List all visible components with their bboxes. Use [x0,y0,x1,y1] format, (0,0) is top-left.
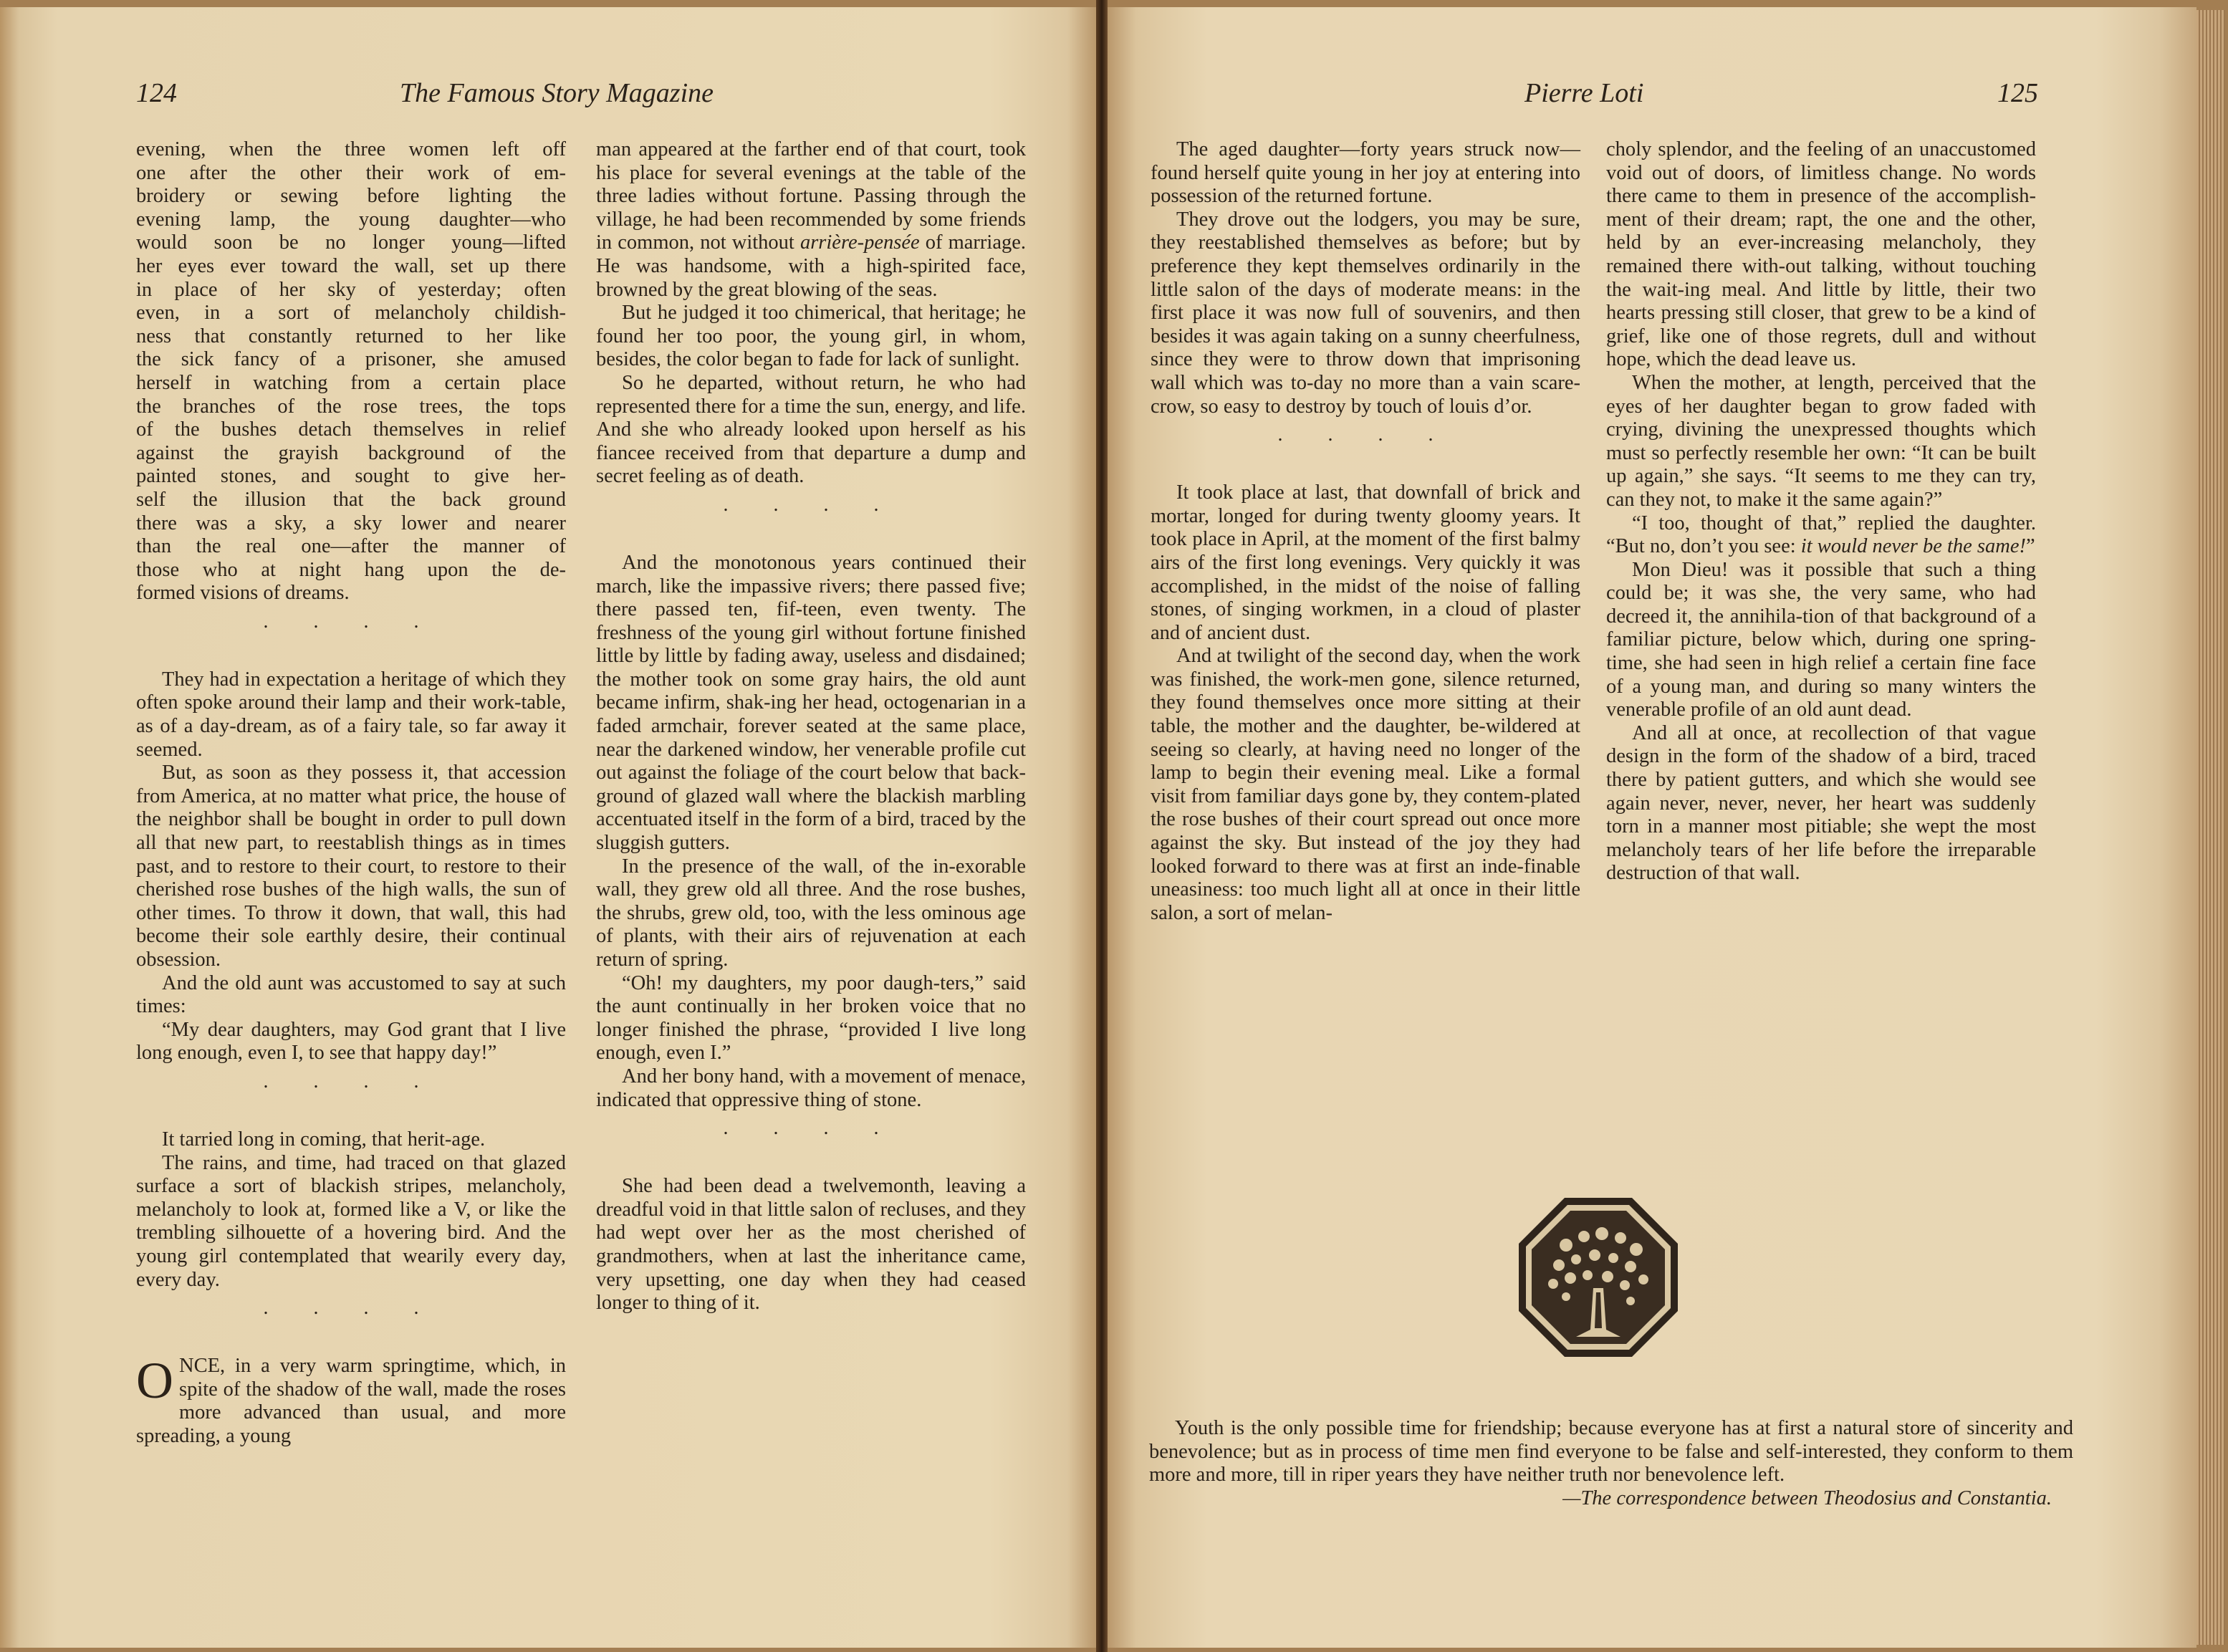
paragraph-continued: choly splendor, and the feeling of an unaccustomed void out of doors, of limitless change. No words there came to them in presence of the accomplish-ment of their dream; rapt, the one and the other, held by an ever-increasing melancholy, they remained there with-out talking, without touching the wait-ing meal. And little by little, their two hearts pressing still closer, that grew to be a kind of grief, like one of those regrets, dull and without hope, which the dead leave us. [1606,138,2036,371]
right-page [1108,7,2196,1648]
octagonal-tree-ornament-icon [1516,1195,1681,1360]
text-line: broidery or sewing before lighting the [136,185,566,208]
paragraph: “Oh! my daughters, my poor daugh-ters,” said the aunt continually in her broken voice that no longer finished the phrase, “provided I live long enough, even I.” [596,971,1026,1065]
paragraph-text: of marriage. He was handsome, with a high-spirited face, browned by the great blowing of the seas. [596,231,1027,301]
text-line: would soon be no longer young—lifted [136,231,566,254]
text-line: the sick fancy of a prisoner, she amused [136,348,566,371]
text-line: herself in watching from a certain place [136,371,566,394]
section-separator: . . . . [263,1070,439,1092]
paragraph-dropcap [136,1352,566,1448]
paragraph: And all at once, at recollection of that vague design in the form of the shadow of a bird, traced there by patient gutters, and which she would see again never, never, never, her heart was suddenly torn in a manner most pitiable; she wept the most melancholy tears of her life before the irreparable destruction of that wall. [1606,721,2036,885]
paragraph: And the monotonous years continued their march, like the impassive rivers; there passed five; there passed ten, fif-teen, even twenty. The freshness of the young girl without fortune finished little by little by fading away, useless and disdained; the mother took on some gray hairs, the old aunt became infirm, shak-ing her head, octogenarian in a faded armchair, forever seated at the same place, near the darkened window, her venerable profile cut out against the foliage of the court below that back-ground of glazed wall where the blackish marbling accentuated itself in the form of a bird, traced by the sluggish gutters. [596,551,1026,855]
right-column-2 [1606,138,2036,885]
text-line: formed visions of dreams. [136,582,350,605]
text-line: against the grayish background of the [136,441,566,464]
text-line: evening lamp, the young daughter—who [136,208,566,231]
paragraph: “My dear daughters, may God grant that I live long enough, even I, to see that happy day!” [136,1018,566,1065]
quote-text: Youth is the only possible time for friendship; because everyone has at first a natural store of sincerity and benevolence; but as in process of time men find everyone to be false and self-interested, they conform to them more and more, till in riper years they have neither truth nor benevolence left. [1149,1417,2073,1487]
left-page [0,7,1096,1648]
paragraph-continued [136,138,566,605]
page-edges [2196,10,2225,1645]
text-line: painted stones, and sought to give her- [136,465,566,488]
text-line: than the real one—after the manner of [136,535,566,558]
text-line: ness that constantly returned to her like [136,325,566,347]
running-title-right: Pierre Loti [1524,78,1644,108]
paragraph: She had been dead a twelvemonth, leaving a dreadful void in that little salon of recluses, and they had wept over her as the most cherished of grandmothers, when at last the inheritance came, very upsetting, one day when they had ceased longer to thing of it. [596,1175,1026,1315]
text-line: the branches of the rose trees, the tops [136,395,566,418]
text-line: self the illusion that the back ground [136,488,566,511]
text-line: those who at night hang upon the de- [136,558,566,581]
paragraph: But he judged it too chimerical, that heritage; he found her too poor, the young girl, in whom, besides, the color began to fade for lack of sunlight. [596,302,1026,371]
epigraph-quote [1149,1417,2073,1510]
left-column-1 [136,138,566,1449]
text-line: there was a sky, a sky lower and nearer [136,512,566,534]
paragraph: It tarried long in coming, that herit-age. [162,1128,486,1151]
small-caps-lead: NCE, [179,1355,226,1378]
paragraph-text: man appeared at the farther end of that court, took his place for several evenings at the table of the three ladies without fortune. Passing through the village, he had been recommended by some friends in common, not without [596,138,1026,254]
text-line: her eyes ever toward the wall, set up there [136,254,566,277]
paragraph-continued [596,138,1026,302]
paragraph-text: in a very warm springtime, which, in spite of the shadow of the wall, made the roses more advanced than usual, and more spreading, a young [136,1355,566,1447]
section-separator: . . . . [723,493,899,516]
section-separator: . . . . [1277,423,1454,446]
italic-phrase: arrière-pensée [800,231,920,254]
text-line: evening, when the three women left off [136,138,566,160]
page-number-left: 124 [136,78,177,108]
paragraph-text: “I too, thought of that,” replied the daughter. “But no, don’t you see: [1606,512,2036,558]
section-separator: . . . . [263,610,439,633]
book-spine [1096,0,1108,1652]
text-line: even, in a sort of melancholy childish- [136,302,566,325]
text-line: in place of her sky of yesterday; often [136,278,566,301]
quote-attribution: —The correspondence between Theodosius and Constantia. [1562,1487,2052,1509]
paragraph: So he departed, without return, he who had represented there for a time the sun, energy, and life. And she who already looked upon herself as his fiancee received from that departure a dump and secret feeling as of death. [596,371,1026,488]
closing-quote: ” [2026,535,2035,558]
paragraph: And the old aunt was accustomed to say at such times: [136,971,566,1018]
left-column-2 [596,138,1026,1315]
paragraph [1606,512,2036,559]
section-separator: . . . . [263,1297,439,1320]
paragraph: The rains, and time, had traced on that glazed surface a sort of blackish stripes, melancholy, melancholy to look at, formed like a V, or like the trembling silhouette of a hovering bird. And the young girl contemplated that wearily every day, every day. [136,1151,566,1291]
text-line: of the bushes detach themselves in relief [136,418,566,441]
paragraph: And at twilight of the second day, when the work was finished, the work-men gone, silence returned, they found themselves once more sitting at their table, the mother and the daughter, be-wildered at seeing so clearly, at having need no longer of the lamp to begin their evening meal. Like a formal visit from familiar days gone by, they contem-plated the rose bushes of their court spread out once more against the sky. But instead of the joy they had looked forward to there was at first an inde-finable uneasiness: too much light all at once in their little salon, a sort of melan- [1151,645,1580,924]
paragraph: And her bony hand, with a movement of menace, indicated that oppressive thing of stone. [596,1065,1026,1111]
paragraph: Mon Dieu! was it possible that such a thing could be; it was she, the very same, who had decreed it, the annihila-tion of that background of a familiar picture, below which, during one spring-time, she had seen in high relief a certain fine face of a young man, and during so many winters the venerable profile of an old aunt dead. [1606,558,2036,721]
text-line: one after the other their work of em- [136,161,566,184]
paragraph: It took place at last, that downfall of brick and mortar, longed for during twenty gloomy years. It took place in April, at the moment of the first balmy airs of the first long evenings. Very quickly it was accomplished, in the midst of the noise of falling stones, of singing workmen, in a cloud of plaster and of ancient dust. [1151,481,1580,644]
page-number-right: 125 [1997,78,2038,108]
right-column-1 [1151,138,1580,925]
paragraph: In the presence of the wall, of the in-exorable wall, they grew old all three. And the rose bushes, the shrubs, grew old, too, with the less ominous age of plants, with their airs of rejuvenation at each return of spring. [596,855,1026,971]
running-title-left: The Famous Story Magazine [400,78,714,108]
paragraph: They drove out the lodgers, you may be sure, they reestablished themselves as before; but by preference they kept themselves ordinarily in the little salon of the days of moderate means: in the first place it was now full of souvenirs, and then besides it was again taking on a sunny cheerfulness, since they were to throw down that imprisoning wall which was to-day no more than a vain scare-crow, so easy to destroy by touch of louis d’or. [1151,208,1580,418]
italic-phrase: it would never be the same! [1800,535,2026,558]
paragraph: But, as soon as they possess it, that accession from America, at no matter what price, the house of the neighbor shall be bought in order to pull down all that new part, to reestablish things as in times past, and to restore to their court, to restore to their cherished rose bushes of the high walls, the sun of other times. To throw it down, that wall, this had become their sole earthly desire, their continual obsession. [136,762,566,971]
paragraph: They had in expectation a heritage of which they often spoke around their lamp and their work-table, as of a day-dream, as of a fairy tale, so far away it seemed. [136,668,566,761]
section-separator: . . . . [723,1117,899,1140]
paragraph: The aged daughter—forty years struck now—found herself quite young in her joy at entering into possession of the returned fortune. [1151,138,1580,208]
drop-cap: O [136,1352,173,1410]
paragraph: When the mother, at length, perceived that the eyes of her daughter began to grow faded with crying, divining the unexpressed thoughts which must so perfectly resemble her own: “It can be built up again,” she says. “It seems to me they can try, can they not, to make it the same again?” [1606,371,2036,511]
